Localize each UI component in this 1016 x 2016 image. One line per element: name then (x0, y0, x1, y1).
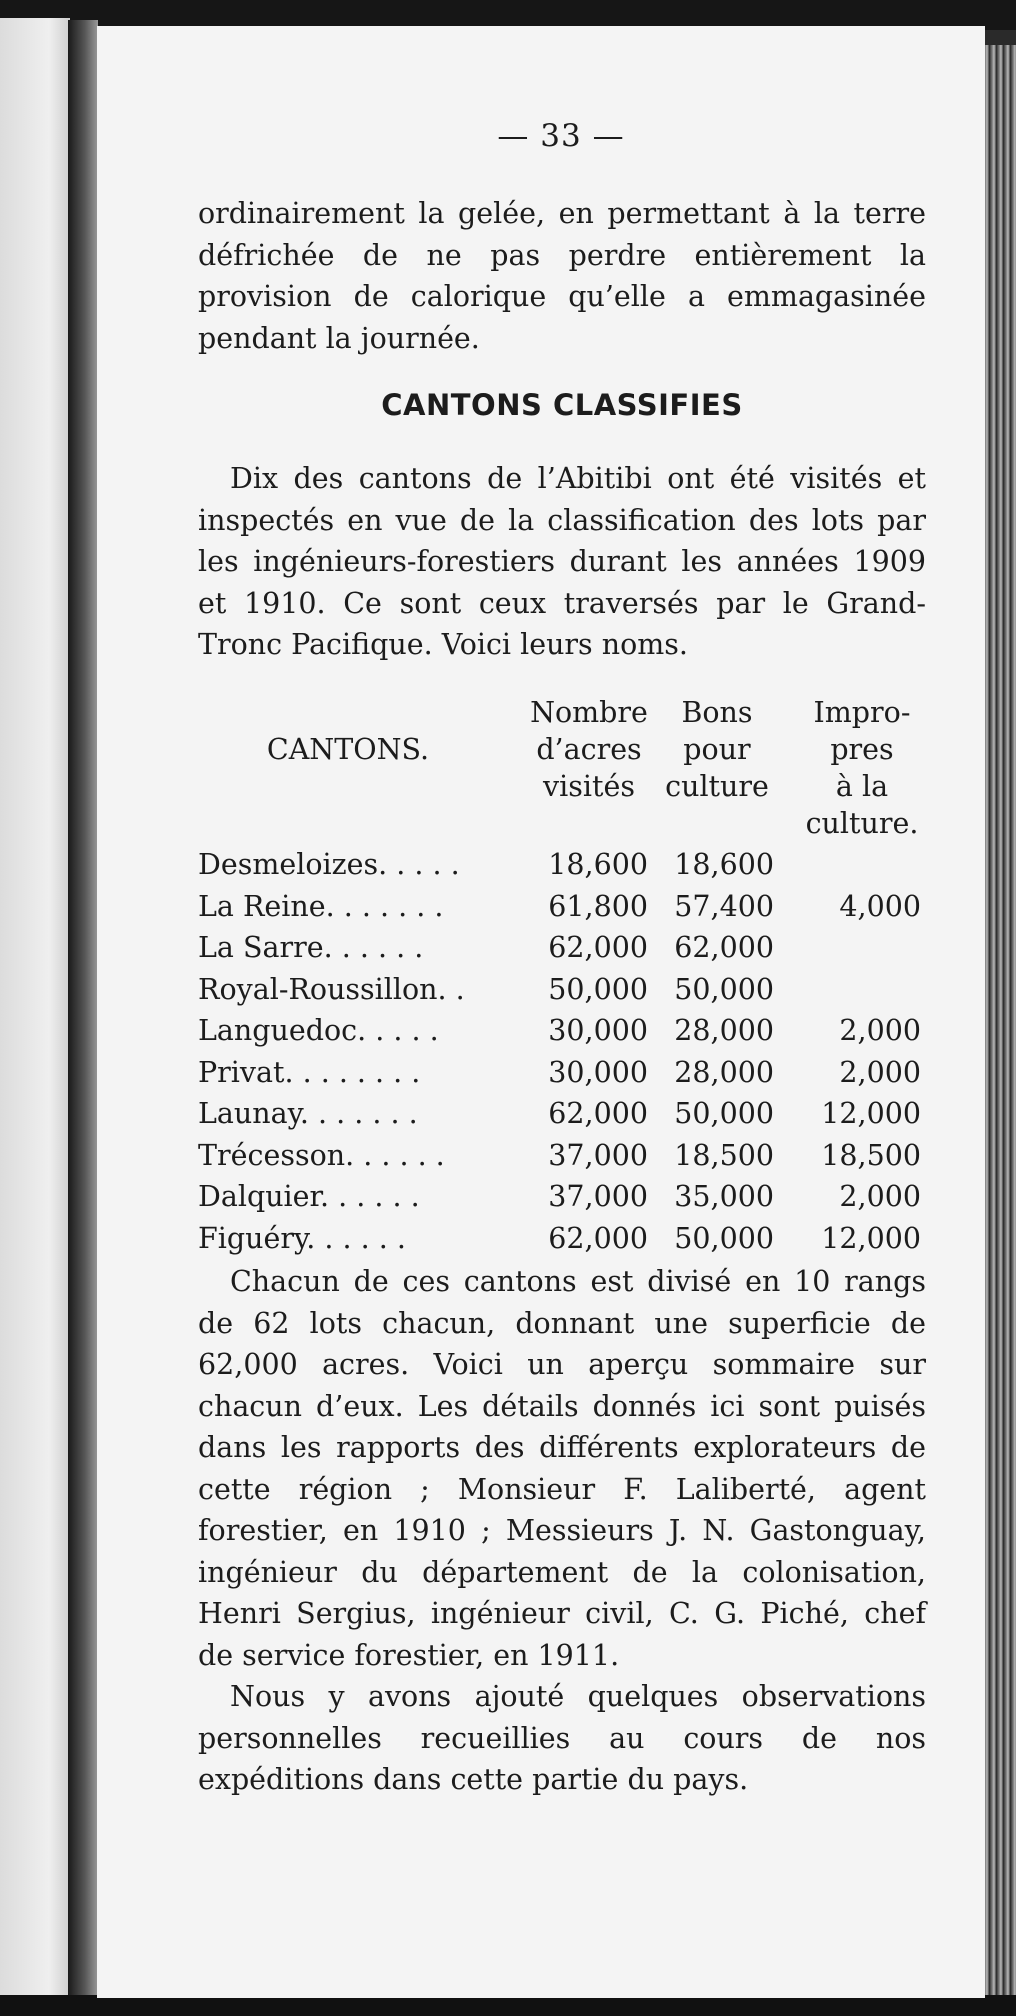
table-body (198, 844, 926, 1259)
acres-good: 28,000 (674, 1014, 774, 1047)
acres-good: 18,600 (674, 848, 774, 881)
acres-unfit: 18,500 (821, 1138, 921, 1172)
page-stack-edge (982, 45, 1016, 1995)
header-unfit-for-culture: Impro- pres à la culture. (805, 696, 919, 840)
acres-visited: 50,000 (548, 972, 648, 1006)
paragraph-continued (198, 193, 926, 359)
page-number: — 33 — (497, 118, 625, 154)
paragraph-summary (198, 1261, 926, 1676)
acres-good: 50,000 (674, 1221, 774, 1255)
table-row (198, 1010, 926, 1052)
table-row (198, 844, 926, 886)
book-gutter-shadow (68, 20, 98, 1995)
canton-name: Languedoc. . . . . (198, 1014, 439, 1047)
table-row (198, 1176, 926, 1218)
table-row (198, 927, 926, 969)
acres-good: 50,000 (674, 972, 774, 1006)
acres-good: 18,500 (674, 1138, 774, 1172)
acres-unfit: 2,000 (839, 1180, 921, 1213)
section-heading: CANTONS CLASSIFIES (381, 388, 743, 422)
paragraph-2-text: Dix des cantons de l’Abitibi ont été visités et inspectés en vue de la classification des lots par les ingénieurs-forestiers durant les années 1909 et 1910. Ce sont ceux traversés par le Grand-Tronc Pacifique. Voici leurs noms. (198, 462, 926, 661)
canton-name: Privat. . . . . . . . (198, 1055, 421, 1089)
acres-good: 62,000 (674, 931, 774, 964)
acres-unfit: 2,000 (839, 1014, 921, 1047)
acres-unfit: 4,000 (839, 889, 921, 923)
header-acres-visited: Nombre d’acres visités (530, 696, 648, 803)
canton-name: La Sarre. . . . . . (198, 931, 424, 964)
table-row (198, 969, 926, 1011)
acres-visited: 62,000 (548, 931, 648, 964)
paragraph-3-text: Chacun de ces cantons est divisé en 10 rangs de 62 lots chacun, donnant une superficie de 62,000 acres. Voici un aperçu sommaire sur chacun d’eux. Les détails donnés ici sont puisés dans les rapports des différents explorateurs de cette région ; Monsieur F. Laliberté, agent forestier, en 1910 ; Messieurs J. N. Gastonguay, ingénieur du département de la colonisation, Henri Sergius, ingénieur civil, C. G. Piché, chef de service forestier, en 1911. (198, 1265, 926, 1672)
acres-good: 57,400 (674, 889, 774, 923)
acres-visited: 18,600 (548, 848, 648, 881)
header-cantons: CANTONS. (266, 733, 430, 766)
acres-visited: 62,000 (548, 1221, 648, 1255)
scan-bottom-border (0, 1995, 1016, 2016)
canton-name: Royal-Roussillon. . (198, 972, 465, 1006)
facing-page-edge (0, 18, 70, 1998)
table-row (198, 1218, 926, 1260)
header-good-for-culture: Bons pour culture (665, 696, 769, 803)
paragraph-1-text: ordinairement la gelée, en permettant à la terre défrichée de ne pas perdre entièrement la provision de calorique qu’elle a emmagasinée pendant la journée. (198, 197, 926, 355)
table-row (198, 1093, 926, 1135)
paragraph-intro (198, 458, 926, 666)
acres-visited: 30,000 (548, 1055, 648, 1089)
table-row (198, 1052, 926, 1094)
canton-name: Dalquier. . . . . . (198, 1180, 420, 1213)
acres-unfit: 2,000 (839, 1055, 921, 1089)
table-row (198, 1135, 926, 1177)
acres-visited: 62,000 (548, 1097, 648, 1130)
book-page (97, 26, 985, 1998)
acres-visited: 37,000 (548, 1138, 648, 1172)
acres-unfit: 12,000 (821, 1221, 921, 1255)
acres-visited: 61,800 (548, 889, 648, 923)
acres-visited: 30,000 (548, 1014, 648, 1047)
paragraph-4-text: Nous y avons ajouté quelques observations personnelles recueillies au cours de nos expéditions dans cette partie du pays. (198, 1680, 926, 1796)
canton-name: Figuéry. . . . . . (198, 1221, 406, 1255)
canton-name: Desmeloizes. . . . . (198, 848, 460, 881)
acres-visited: 37,000 (548, 1180, 648, 1213)
canton-name: Trécesson. . . . . . (198, 1138, 445, 1172)
acres-good: 50,000 (674, 1097, 774, 1130)
table-row (198, 886, 926, 928)
acres-unfit: 12,000 (821, 1097, 921, 1130)
paragraph-closing (198, 1676, 926, 1801)
acres-good: 28,000 (674, 1055, 774, 1089)
canton-name: La Reine. . . . . . . (198, 889, 444, 923)
canton-name: Launay. . . . . . . (198, 1097, 418, 1130)
acres-good: 35,000 (674, 1180, 774, 1213)
